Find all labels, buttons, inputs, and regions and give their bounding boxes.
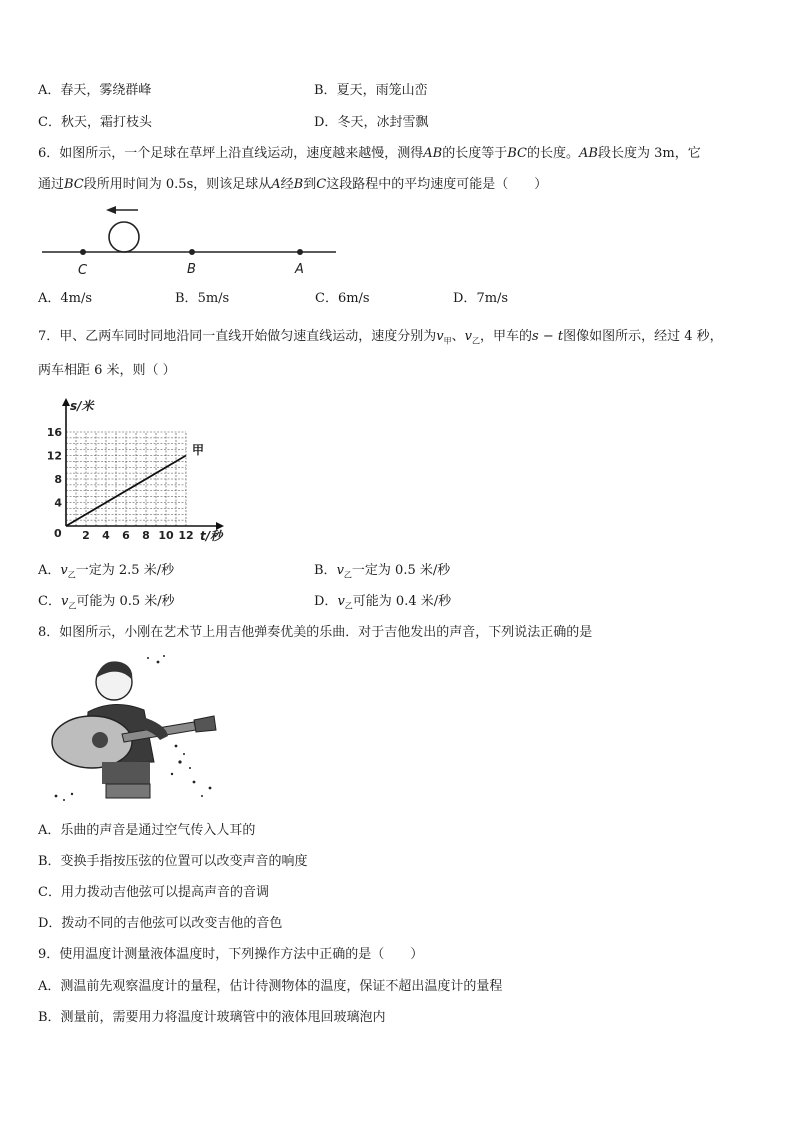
y-tick-label: 16 xyxy=(46,426,62,439)
x-tick-label: 4 xyxy=(102,529,110,542)
y-tick-label: 12 xyxy=(46,449,62,463)
label-a: A xyxy=(295,262,304,277)
q5-option-b: B．夏天，雨笼山峦 xyxy=(314,83,428,98)
series-label-jia: 甲 xyxy=(192,443,205,457)
x-tick-label: 6 xyxy=(122,529,130,542)
player-legs xyxy=(102,762,150,784)
motion-arrowhead xyxy=(106,206,116,214)
guitar-headstock xyxy=(194,716,216,732)
y-axis-title: s/米 xyxy=(70,399,94,413)
st-chart xyxy=(40,394,240,546)
q7-option-c: C．$v_乙$可能为 0.5 米/秒 xyxy=(38,594,175,611)
q5-option-d: D．冬天，冰封雪飘 xyxy=(314,115,429,130)
q6-stem-line1: 6．如图所示，一个足球在草坪上沿直线运动，速度越来越慢，测得AB的长度等于BC的长度。AB段长度为 3m，它 xyxy=(38,146,701,161)
y-tick-label: 4 xyxy=(54,496,62,510)
x-tick-label: 12 xyxy=(178,529,194,542)
q7-stem-line2: 两车相距 6 米，则（ ） xyxy=(38,363,176,378)
q6-stem-line2: 通过BC段所用时间为 0.5s，则该足球从A经B到C这段路程中的平均速度可能是（ ） xyxy=(38,177,548,192)
q9-option-b: B．测量前，需要用力将温度计玻璃管中的液体甩回玻璃泡内 xyxy=(38,1010,386,1025)
point-a xyxy=(297,249,303,255)
origin-label: 0 xyxy=(54,527,62,540)
label-c: C xyxy=(78,263,88,278)
q6-option-b: B．5m/s xyxy=(175,291,230,306)
q8-option-a: A．乐曲的声音是通过空气传入人耳的 xyxy=(38,823,256,838)
football-circle xyxy=(109,222,139,252)
label-b: B xyxy=(187,262,196,277)
point-b xyxy=(189,249,195,255)
q5-option-c: C．秋天，霜打枝头 xyxy=(38,115,152,130)
x-tick-label: 2 xyxy=(82,529,90,542)
x-tick-label: 8 xyxy=(142,529,150,542)
q8-option-c: C．用力拨动吉他弦可以提高声音的音调 xyxy=(38,885,269,900)
x-axis-title: t/秒 xyxy=(200,529,223,543)
guitar-soundhole xyxy=(92,732,108,748)
q9-option-a: A．测温前先观察温度计的量程，估计待测物体的温度，保证不超出温度计的量程 xyxy=(38,979,503,994)
q7-option-a: A．$v_乙$一定为 2.5 米/秒 xyxy=(38,563,175,580)
guitar-player-illustration xyxy=(44,650,224,808)
q7-option-b: B．$v_乙$一定为 0.5 米/秒 xyxy=(314,563,451,580)
q7-option-d: D．$v_乙$可能为 0.4 米/秒 xyxy=(314,594,452,611)
q5-option-a: A．春天，雾绕群峰 xyxy=(38,83,152,98)
q7-stem-line1: 7．甲、乙两车同时同地沿同一直线开始做匀速直线运动，速度分别为$v_甲$、$v_乙$，甲车的s − t图像如图所示，经过 4 秒， xyxy=(38,329,723,346)
q8-stem: 8．如图所示，小刚在艺术节上用吉他弹奏优美的乐曲．对于吉他发出的声音，下列说法正确的是 xyxy=(38,625,593,640)
point-c xyxy=(80,249,86,255)
guitar-body xyxy=(52,716,132,768)
y-axis-arrowhead xyxy=(62,398,70,406)
x-tick-label: 10 xyxy=(158,529,174,542)
stool xyxy=(106,784,150,798)
q8-option-d: D．拨动不同的吉他弦可以改变吉他的音色 xyxy=(38,916,283,931)
q6-option-d: D．7m/s xyxy=(453,291,509,306)
q8-option-b: B．变换手指按压弦的位置可以改变声音的响度 xyxy=(38,854,308,869)
q6-option-a: A．4m/s xyxy=(38,291,93,306)
q9-stem: 9．使用温度计测量液体温度时，下列操作方法中正确的是（ ） xyxy=(38,947,424,962)
q6-option-c: C．6m/s xyxy=(315,291,370,306)
q6-ball-figure xyxy=(40,200,340,280)
y-tick-label: 8 xyxy=(54,473,62,486)
